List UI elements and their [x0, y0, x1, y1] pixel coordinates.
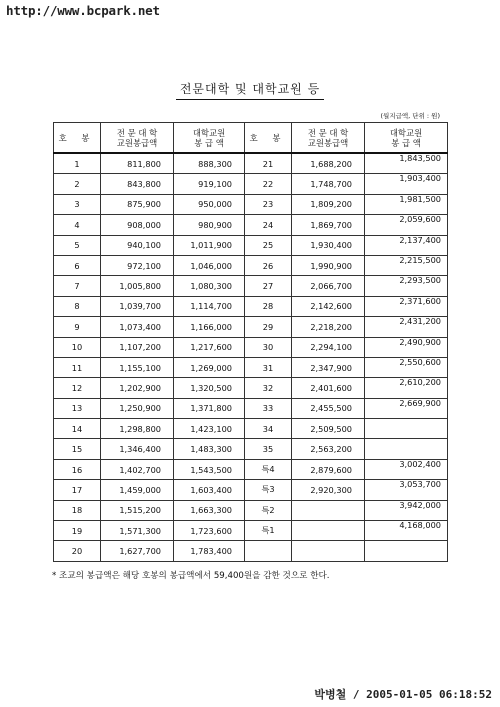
unit-label: (월지급액, 단위 : 원)	[380, 112, 440, 120]
university-salary-cell: 1,843,500	[365, 153, 448, 174]
table-row	[54, 459, 448, 479]
college-salary-cell: 811,800	[101, 153, 174, 174]
grade-cell: 11	[54, 357, 101, 377]
site-watermark: http://www.bcpark.net	[6, 3, 160, 18]
college-salary-cell: 1,298,800	[101, 419, 174, 439]
grade-cell: 21	[245, 153, 292, 174]
table-header-row	[54, 123, 448, 154]
college-salary-cell: 1,005,800	[101, 276, 174, 296]
college-salary-cell: 1,250,900	[101, 398, 174, 418]
university-salary-cell: 1,783,400	[174, 541, 245, 561]
grade-cell: 13	[54, 398, 101, 418]
college-salary-cell: 1,688,200	[292, 153, 365, 174]
college-salary-cell: 1,627,700	[101, 541, 174, 561]
university-salary-cell: 1,423,100	[174, 419, 245, 439]
grade-cell: 5	[54, 235, 101, 255]
university-salary-cell: 980,900	[174, 215, 245, 235]
university-salary-cell: 2,371,600	[365, 296, 448, 316]
table-row	[54, 215, 448, 235]
university-salary-cell: 950,000	[174, 194, 245, 214]
college-salary-cell: 1,202,900	[101, 378, 174, 398]
college-salary-cell: 1,990,900	[292, 255, 365, 275]
university-salary-cell: 1,080,300	[174, 276, 245, 296]
university-salary-cell: 1,114,700	[174, 296, 245, 316]
university-salary-cell: 2,215,500	[365, 255, 448, 275]
college-salary-cell	[292, 500, 365, 520]
header-grade-left: 호 봉	[54, 123, 101, 154]
header-college-salary-left: 전 문 대 학 교원봉급액	[101, 123, 174, 154]
grade-cell: 34	[245, 419, 292, 439]
university-salary-cell: 1,903,400	[365, 174, 448, 194]
college-salary-cell: 2,066,700	[292, 276, 365, 296]
university-salary-cell: 2,669,900	[365, 398, 448, 418]
university-salary-cell: 1,723,600	[174, 521, 245, 541]
page-title-text: 전문대학 및 대학교원 등	[176, 82, 324, 100]
university-salary-cell: 1,663,300	[174, 500, 245, 520]
grade-cell: 22	[245, 174, 292, 194]
college-salary-cell: 2,879,600	[292, 459, 365, 479]
university-salary-cell: 919,100	[174, 174, 245, 194]
grade-cell: 1	[54, 153, 101, 174]
university-salary-cell: 3,002,400	[365, 459, 448, 479]
grade-cell: 2	[54, 174, 101, 194]
college-salary-cell	[292, 521, 365, 541]
college-salary-cell: 2,509,500	[292, 419, 365, 439]
footnote: * 조교의 봉급액은 해당 호봉의 봉급액에서 59,400원을 감한 것으로 한다.	[52, 571, 330, 581]
university-salary-cell: 2,431,200	[365, 317, 448, 337]
grade-cell: 24	[245, 215, 292, 235]
table-row	[54, 194, 448, 214]
college-salary-cell: 2,455,500	[292, 398, 365, 418]
grade-cell: 19	[54, 521, 101, 541]
university-salary-cell	[365, 439, 448, 459]
grade-cell	[245, 541, 292, 561]
grade-cell: 12	[54, 378, 101, 398]
table-row	[54, 541, 448, 561]
university-salary-cell: 1,269,000	[174, 357, 245, 377]
college-salary-cell: 1,155,100	[101, 357, 174, 377]
grade-cell: 8	[54, 296, 101, 316]
university-salary-cell	[365, 419, 448, 439]
university-salary-cell: 1,603,400	[174, 480, 245, 500]
header-grade-right: 호 봉	[245, 123, 292, 154]
grade-cell: 32	[245, 378, 292, 398]
grade-cell: 6	[54, 255, 101, 275]
table-row	[54, 255, 448, 275]
grade-cell: 특2	[245, 500, 292, 520]
college-salary-cell: 1,073,400	[101, 317, 174, 337]
university-salary-cell: 1,981,500	[365, 194, 448, 214]
college-salary-cell: 1,930,400	[292, 235, 365, 255]
college-salary-cell	[292, 541, 365, 561]
grade-cell: 특4	[245, 459, 292, 479]
grade-cell: 35	[245, 439, 292, 459]
header-university-salary-left: 대학교원 봉 급 액	[174, 123, 245, 154]
university-salary-cell: 1,543,500	[174, 459, 245, 479]
college-salary-cell: 1,869,700	[292, 215, 365, 235]
college-salary-cell: 1,515,200	[101, 500, 174, 520]
header-college-salary-right: 전 문 대 학 교원봉급액	[292, 123, 365, 154]
university-salary-cell: 1,371,800	[174, 398, 245, 418]
university-salary-cell: 2,610,200	[365, 378, 448, 398]
grade-cell: 30	[245, 337, 292, 357]
college-salary-cell: 940,100	[101, 235, 174, 255]
grade-cell: 23	[245, 194, 292, 214]
university-salary-cell: 1,320,500	[174, 378, 245, 398]
university-salary-cell: 2,137,400	[365, 235, 448, 255]
college-salary-cell: 1,748,700	[292, 174, 365, 194]
grade-cell: 17	[54, 480, 101, 500]
grade-cell: 10	[54, 337, 101, 357]
college-salary-cell: 1,809,200	[292, 194, 365, 214]
university-salary-cell: 4,168,000	[365, 521, 448, 541]
grade-cell: 25	[245, 235, 292, 255]
college-salary-cell: 972,100	[101, 255, 174, 275]
college-salary-cell: 2,563,200	[292, 439, 365, 459]
college-salary-cell: 2,294,100	[292, 337, 365, 357]
grade-cell: 9	[54, 317, 101, 337]
table-row	[54, 378, 448, 398]
grade-cell: 4	[54, 215, 101, 235]
university-salary-cell: 1,483,300	[174, 439, 245, 459]
table-row	[54, 419, 448, 439]
university-salary-cell: 3,942,000	[365, 500, 448, 520]
university-salary-cell: 2,490,900	[365, 337, 448, 357]
university-salary-cell: 1,166,000	[174, 317, 245, 337]
grade-cell: 15	[54, 439, 101, 459]
college-salary-cell: 1,402,700	[101, 459, 174, 479]
grade-cell: 특1	[245, 521, 292, 541]
table-row	[54, 357, 448, 377]
table-row	[54, 337, 448, 357]
university-salary-cell: 3,053,700	[365, 480, 448, 500]
grade-cell: 26	[245, 255, 292, 275]
university-salary-cell: 2,550,600	[365, 357, 448, 377]
table-row	[54, 235, 448, 255]
grade-cell: 33	[245, 398, 292, 418]
college-salary-cell: 2,401,600	[292, 378, 365, 398]
grade-cell: 14	[54, 419, 101, 439]
college-salary-cell: 1,039,700	[101, 296, 174, 316]
university-salary-cell: 888,300	[174, 153, 245, 174]
table-row	[54, 521, 448, 541]
college-salary-cell: 1,346,400	[101, 439, 174, 459]
grade-cell: 7	[54, 276, 101, 296]
college-salary-cell: 875,900	[101, 194, 174, 214]
college-salary-cell: 843,800	[101, 174, 174, 194]
header-university-salary-right: 대학교원 봉 급 액	[365, 123, 448, 154]
grade-cell: 3	[54, 194, 101, 214]
college-salary-cell: 1,107,200	[101, 337, 174, 357]
table-row	[54, 153, 448, 174]
page-title	[0, 80, 500, 97]
grade-cell: 20	[54, 541, 101, 561]
university-salary-cell: 2,059,600	[365, 215, 448, 235]
table-row	[54, 500, 448, 520]
college-salary-cell: 1,459,000	[101, 480, 174, 500]
author-timestamp: 박병철 / 2005-01-05 06:18:52	[314, 688, 492, 701]
table-row	[54, 276, 448, 296]
university-salary-cell	[365, 541, 448, 561]
university-salary-cell: 2,293,500	[365, 276, 448, 296]
college-salary-cell: 2,347,900	[292, 357, 365, 377]
table-row	[54, 398, 448, 418]
grade-cell: 27	[245, 276, 292, 296]
grade-cell: 31	[245, 357, 292, 377]
table-row	[54, 480, 448, 500]
college-salary-cell: 908,000	[101, 215, 174, 235]
university-salary-cell: 1,046,000	[174, 255, 245, 275]
grade-cell: 18	[54, 500, 101, 520]
grade-cell: 28	[245, 296, 292, 316]
college-salary-cell: 1,571,300	[101, 521, 174, 541]
salary-table	[53, 122, 448, 562]
college-salary-cell: 2,920,300	[292, 480, 365, 500]
table-row	[54, 439, 448, 459]
table-row	[54, 296, 448, 316]
college-salary-cell: 2,142,600	[292, 296, 365, 316]
table-row	[54, 317, 448, 337]
university-salary-cell: 1,217,600	[174, 337, 245, 357]
university-salary-cell: 1,011,900	[174, 235, 245, 255]
grade-cell: 29	[245, 317, 292, 337]
table-row	[54, 174, 448, 194]
grade-cell: 16	[54, 459, 101, 479]
grade-cell: 특3	[245, 480, 292, 500]
college-salary-cell: 2,218,200	[292, 317, 365, 337]
